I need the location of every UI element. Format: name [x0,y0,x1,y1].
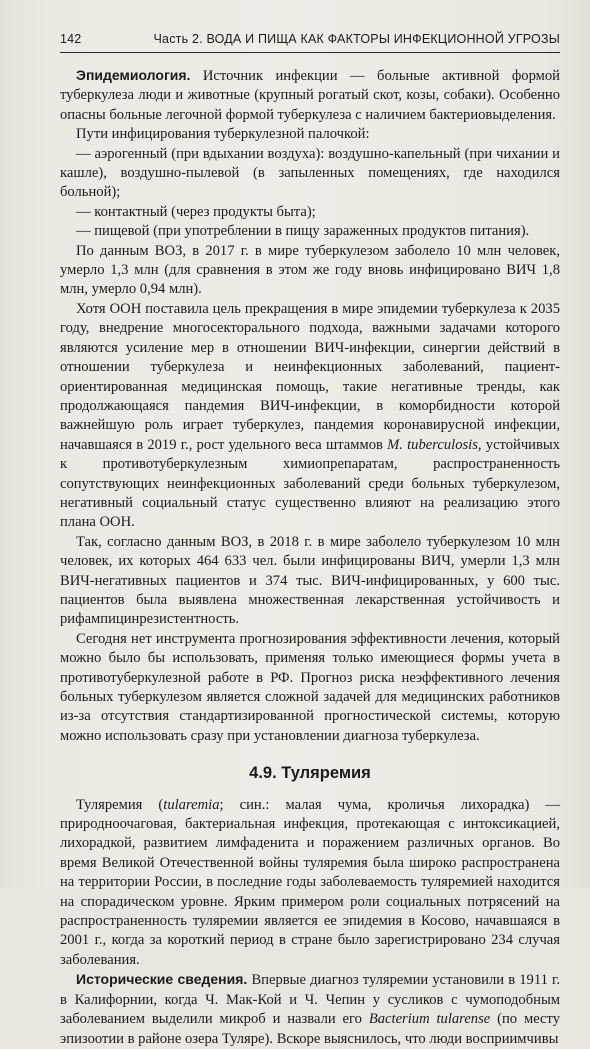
un-goal-species: M. tuberculosis [387,436,478,453]
running-header [60,28,560,53]
running-title: Часть 2. ВОДА И ПИЩА КАК ФАКТОРЫ ИНФЕКЦИОННОЙ УГРОЗЫ [153,32,560,46]
definition-text-2: ; син.: малая чума, кроличья лихорадка) — природноочаговая, бактериальная инфекция, протекающая с интоксикацией, лихорадкой, развитием лимфаденита и поражением различных органов. Во время Великой Отечественной войны туляремия была широко распространена на территории России, в последние годы заболеваемость туляремией находится на спорадическом уровне. Ярким примером роли социальных потрясений на распространенность туляремии является ее эпидемия в Косово, начавшаяся в 2001 г., когда за короткий период в стране было зарегистрировано 234 случая заболевания. [60,796,560,968]
paragraph-who-2017: По данным ВОЗ, в 2017 г. в мире туберкулезом заболело 10 млн человек, умерло 1,3 млн (для сравнения в этом же году вновь инфицировано ВИЧ 1,8 млн, умерло 0,94 млн). [60,242,560,298]
un-goal-text-2: , устойчивых к противотуберкулезным химиопрепаратам, распространенность сопутствующих неинфекционных заболеваний среди больных туберкулезом, негативный социальный статус существенно влияют на реализацию этого плана ООН. [60,436,560,531]
page-number: 142 [60,32,82,46]
un-goal-text-1: Хотя ООН поставила цель прекращения в мире эпидемии туберкулеза к 2035 году, внедрение многосекторального подхода, важными задачами которого являются усиление мер в отношении ВИЧ-инфекции, синергии действий в отношении туберкулеза и неинфекционных заболеваний, пациент-ориентированная медицинская помощь, такие негативные тренды, как продолжающаяся пандемия ВИЧ-инфекции, в коморбидности которой важнейшую роль играет туберкулез, пандемия коронавирусной инфекции, начавшаяся в 2019 г., рост удельного веса штаммов [60,300,560,453]
paragraph-who-2018: Так, согласно данным ВОЗ, в 2018 г. в мире заболело туберкулезом 10 млн человек, их которых 464 633 чел. были инфицированы ВИЧ, умерли 1,3 млн ВИЧ-негативных пациентов и 374 тыс. ВИЧ-инфицированных, у 600 тыс. пациентов была выявлена множественная лекарственная устойчивость и рифампицинрезистентность. [60,533,560,628]
definition-latin: tularemia [163,796,220,813]
epidemiology-lead: Эпидемиология. [76,67,191,83]
route-aerogenic: — аэрогенный (при вдыхании воздуха): воздушно-капельный (при чихании и кашле), воздушно-пылевой (в запыленных помещениях, где находился больной); [60,145,560,201]
history-lead: Исторические сведения. [76,971,248,988]
paragraph-epidemiology [60,66,560,125]
section-heading-tularemia: 4.9. Туляремия [249,764,371,783]
route-food: — пищевой (при употреблении в пищу зараженных продуктов питания). [76,223,530,240]
routes-intro: Пути инфицирования туберкулезной палочкой: [76,126,370,143]
epidemiology-text: Источник инфекции — больные активной формой туберкулеза люди и животные (крупный рогатый скот, козы, собаки). Особенно опасны больные легочной формой туберкулеза с наличием бактериовыделения. [60,68,560,123]
paragraph-un-goal [60,300,560,533]
definition-text-1: Туляремия ( [76,796,164,813]
route-contact: — контактный (через продукты быта); [76,203,316,220]
page-body [60,66,560,1049]
history-text-2: (по месту эпизоотии в районе озера Туляре). Вскоре выяснилось, что люди восприимчивы [60,1011,560,1047]
paragraph-history [60,970,560,1049]
paragraph-tularemia-definition [60,796,560,971]
paragraph-forecast: Сегодня нет инструмента прогнозирования эффективности лечения, который можно было бы использовать, применяя только имеющиеся формы учета в противотуберкулезной работе в РФ. Прогноз риска неэффективного лечения больных туберкулезом является сложной задачей для медицинских работников из-за отсутствия стандартизированной прогностической системы, которую можно использовать сразу при установлении диагноза туберкулеза. [60,630,560,744]
history-latin: Bacterium tularense [368,1011,491,1028]
history-text-1: Впервые диагноз туляремии установили в 1911 г. в Калифорнии, когда Ч. Мак-Кой и Ч. Чепин у сусликов с чумоподобным заболеванием выделили микроб и назвали его [60,972,560,1028]
